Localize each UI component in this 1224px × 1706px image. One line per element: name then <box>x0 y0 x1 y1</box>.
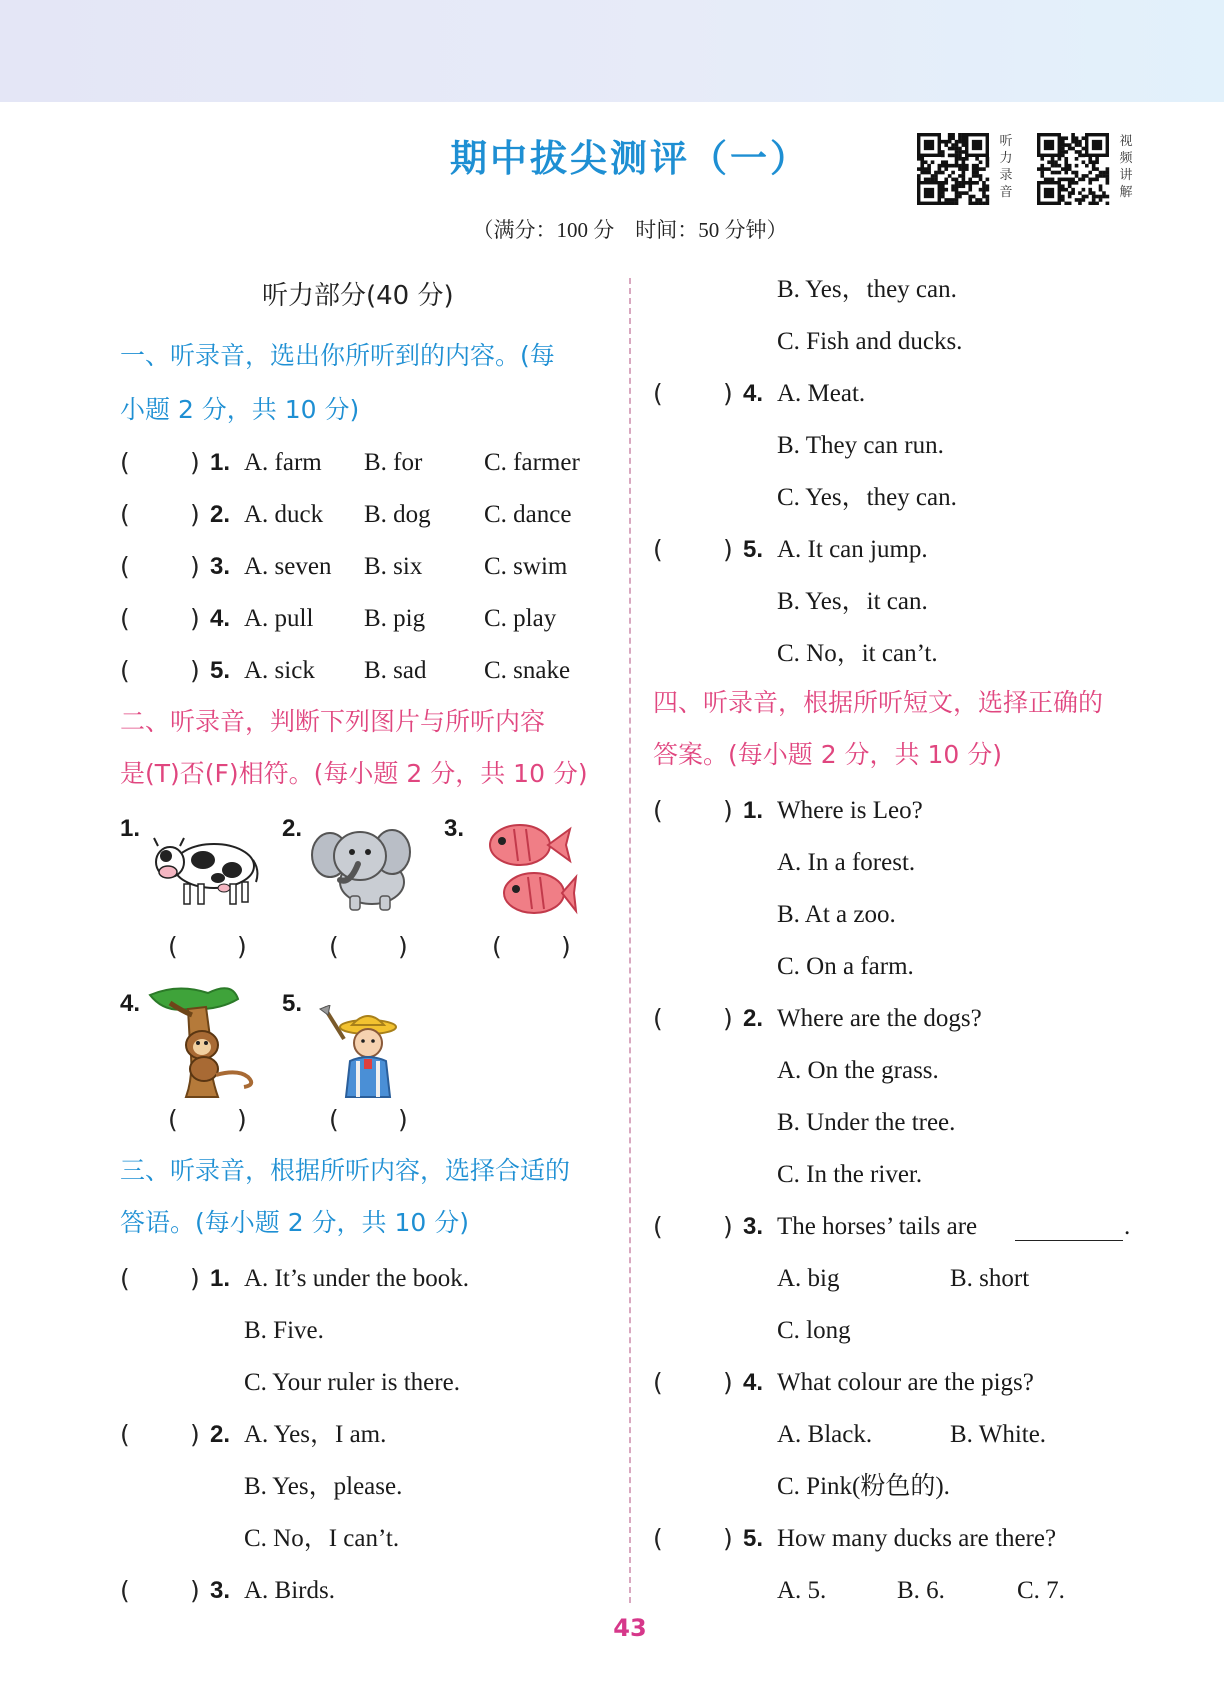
option-b: B. Yes，please. <box>244 1473 403 1500</box>
option-a: A. farm <box>244 449 322 476</box>
page-title: 期中拔尖测评（一） <box>450 137 810 180</box>
question-number: 3. <box>210 553 231 580</box>
qr-video[interactable] <box>1037 131 1135 207</box>
option-c: C. farmer <box>484 449 580 476</box>
answer-paren-close: ) <box>723 1368 733 1397</box>
answer-paren-close: ) <box>723 1212 733 1241</box>
question-number: 2. <box>210 501 231 528</box>
option-b: B. Yes，they can. <box>777 276 957 303</box>
option-a: A. On the grass. <box>777 1057 939 1084</box>
option-c: C. Fish and ducks. <box>777 328 963 355</box>
option-b: B. dog <box>364 501 431 528</box>
option-b: B. pig <box>364 605 426 632</box>
option-c: C. play <box>484 605 557 632</box>
option-a: A. Birds. <box>244 1577 335 1604</box>
option-c: C. Your ruler is there. <box>244 1369 460 1396</box>
option-a: A. It’s under the book. <box>244 1265 469 1292</box>
answer-paren-open: ( <box>120 448 130 477</box>
option-a: A. duck <box>244 501 324 528</box>
option-a: A. Yes，I am. <box>244 1421 387 1448</box>
question-number: 4. <box>210 605 231 632</box>
column-divider <box>629 278 631 1603</box>
answer-paren-close: ) <box>398 1105 408 1134</box>
picture-number: 2. <box>282 815 303 842</box>
answer-paren-open: ( <box>120 552 130 581</box>
answer-paren-open: ( <box>168 1105 178 1134</box>
option-b: B. short <box>950 1265 1030 1292</box>
answer-paren-open: ( <box>653 535 663 564</box>
cow-icon <box>148 830 263 910</box>
answer-paren-open: ( <box>653 1004 663 1033</box>
option-c: C. Pink(粉色的). <box>777 1473 950 1500</box>
answer-paren-close: ) <box>723 796 733 825</box>
answer-paren-open: ( <box>120 500 130 529</box>
answer-paren-open: ( <box>120 1576 130 1605</box>
option-a: A. pull <box>244 605 314 632</box>
option-b: B. At a zoo. <box>777 901 896 928</box>
question-number: 1. <box>210 1265 231 1292</box>
option-c: C. Yes，they can. <box>777 484 957 511</box>
answer-paren-close: ) <box>723 535 733 564</box>
answer-paren-close: ) <box>190 500 200 529</box>
option-c: C. long <box>777 1317 851 1344</box>
question-number: 4. <box>743 1369 764 1396</box>
section3-heading-line1: 三、听录音，根据所听内容，选择合适的 <box>120 1156 571 1185</box>
question-number: 2. <box>743 1005 764 1032</box>
answer-box[interactable] <box>665 1210 721 1244</box>
question-stem: The horses’ tails are <box>777 1213 978 1240</box>
qr-listening-label: 听力录音 <box>999 134 1013 200</box>
question-stem: Where are the dogs? <box>777 1005 982 1032</box>
answer-paren-close: ) <box>561 932 571 961</box>
question-number: 4. <box>743 380 764 407</box>
answer-box[interactable] <box>132 654 188 688</box>
answer-paren-open: ( <box>120 1420 130 1449</box>
answer-paren-close: ) <box>723 1004 733 1033</box>
question-number: 5. <box>743 1525 764 1552</box>
answer-paren-close: ) <box>190 448 200 477</box>
option-a: A. sick <box>244 657 315 684</box>
answer-paren-open: ( <box>653 1368 663 1397</box>
answer-paren-close: ) <box>237 1105 247 1134</box>
option-a: A. It can jump. <box>777 536 928 563</box>
answer-paren-close: ) <box>190 1264 200 1293</box>
section4-heading-line1: 四、听录音，根据所听短文，选择正确的 <box>653 688 1104 717</box>
question-number: 5. <box>743 536 764 563</box>
answer-paren-open: ( <box>329 932 339 961</box>
answer-paren-open: ( <box>120 656 130 685</box>
answer-box[interactable] <box>665 1002 721 1036</box>
qr-code-icon <box>917 133 993 205</box>
answer-box[interactable] <box>132 446 188 480</box>
option-a: A. big <box>777 1265 840 1292</box>
picture-number: 5. <box>282 990 303 1017</box>
option-b: B. White. <box>950 1421 1047 1448</box>
option-c: C. On a farm. <box>777 953 914 980</box>
question-number: 2. <box>210 1421 231 1448</box>
fish-icon <box>478 815 578 925</box>
farmer-icon <box>318 1005 408 1100</box>
option-c: C. 7. <box>1017 1577 1065 1604</box>
answer-paren-open: ( <box>329 1105 339 1134</box>
section1-heading-line1: 一、听录音，选出你所听到的内容。(每 <box>120 341 555 370</box>
answer-box[interactable] <box>665 1366 721 1400</box>
option-a: A. Meat. <box>777 380 866 407</box>
option-b: B. 6. <box>897 1577 945 1604</box>
answer-paren-open: ( <box>120 1264 130 1293</box>
qr-video-label: 视频讲解 <box>1119 134 1133 200</box>
section2-heading-line1: 二、听录音，判断下列图片与所听内容 <box>120 707 546 736</box>
section1-heading-line2: 小题 2 分，共 10 分) <box>120 395 360 424</box>
fill-in-blank[interactable] <box>1015 1212 1123 1241</box>
option-b: B. Five. <box>244 1317 324 1344</box>
answer-box[interactable] <box>132 1574 188 1608</box>
option-b: B. sad <box>364 657 427 684</box>
score-time-info: （满分：100 分 时间：50 分钟） <box>472 218 788 242</box>
answer-paren-close: ) <box>190 656 200 685</box>
answer-box[interactable] <box>132 1262 188 1296</box>
answer-paren-close: ) <box>190 1576 200 1605</box>
answer-paren-close: ) <box>723 1524 733 1553</box>
qr-listening[interactable] <box>917 131 1015 207</box>
question-stem: What colour are the pigs? <box>777 1369 1034 1396</box>
question-number: 5. <box>210 657 231 684</box>
answer-paren-open: ( <box>653 796 663 825</box>
answer-paren-open: ( <box>492 932 502 961</box>
option-c: C. In the river. <box>777 1161 923 1188</box>
answer-paren-open: ( <box>653 1212 663 1241</box>
question-number: 1. <box>743 797 764 824</box>
question-number: 3. <box>210 1577 231 1604</box>
answer-box[interactable] <box>132 1418 188 1452</box>
elephant-icon <box>310 820 420 915</box>
section3-heading-line2: 答语。(每小题 2 分，共 10 分) <box>120 1208 470 1237</box>
option-b: B. six <box>364 553 423 580</box>
answer-box[interactable] <box>665 377 721 411</box>
question-number: 3. <box>743 1213 764 1240</box>
answer-paren-close: ) <box>398 932 408 961</box>
option-c: C. swim <box>484 553 568 580</box>
answer-paren-close: ) <box>190 552 200 581</box>
option-b: B. Yes，it can. <box>777 588 928 615</box>
answer-box[interactable] <box>132 602 188 636</box>
answer-paren-open: ( <box>120 604 130 633</box>
answer-box[interactable] <box>665 1522 721 1556</box>
question-stem-end: . <box>1124 1213 1131 1240</box>
answer-paren-open: ( <box>653 379 663 408</box>
option-c: C. snake <box>484 657 571 684</box>
qr-code-icon <box>1037 133 1113 205</box>
option-a: A. Black. <box>777 1421 873 1448</box>
top-banner <box>0 0 1224 102</box>
answer-box[interactable] <box>665 533 721 567</box>
question-stem: Where is Leo? <box>777 797 923 824</box>
picture-number: 4. <box>120 990 141 1017</box>
answer-paren-close: ) <box>190 604 200 633</box>
option-b: B. They can run. <box>777 432 944 459</box>
answer-paren-open: ( <box>653 1524 663 1553</box>
option-a: A. In a forest. <box>777 849 916 876</box>
question-number: 1. <box>210 449 231 476</box>
option-c: C. dance <box>484 501 572 528</box>
answer-paren-open: ( <box>168 932 178 961</box>
answer-box[interactable] <box>132 550 188 584</box>
answer-box[interactable] <box>665 794 721 828</box>
monkey-in-tree-icon <box>148 985 263 1100</box>
page-number: 43 <box>613 1614 647 1642</box>
answer-paren-close: ) <box>237 932 247 961</box>
section2-heading-line2: 是(T)否(F)相符。(每小题 2 分，共 10 分) <box>120 759 588 788</box>
picture-number: 3. <box>444 815 465 842</box>
picture-number: 1. <box>120 815 141 842</box>
option-b: B. for <box>364 449 423 476</box>
option-b: B. Under the tree. <box>777 1109 956 1136</box>
option-a: A. seven <box>244 553 332 580</box>
option-a: A. 5. <box>777 1577 827 1604</box>
question-stem: How many ducks are there? <box>777 1525 1057 1552</box>
option-c: C. No，I can’t. <box>244 1525 400 1552</box>
section4-heading-line2: 答案。(每小题 2 分，共 10 分) <box>653 740 1003 769</box>
option-c: C. No，it can’t. <box>777 640 938 667</box>
answer-box[interactable] <box>132 498 188 532</box>
answer-paren-close: ) <box>190 1420 200 1449</box>
answer-paren-close: ) <box>723 379 733 408</box>
listening-part-title: 听力部分(40 分) <box>262 281 454 311</box>
